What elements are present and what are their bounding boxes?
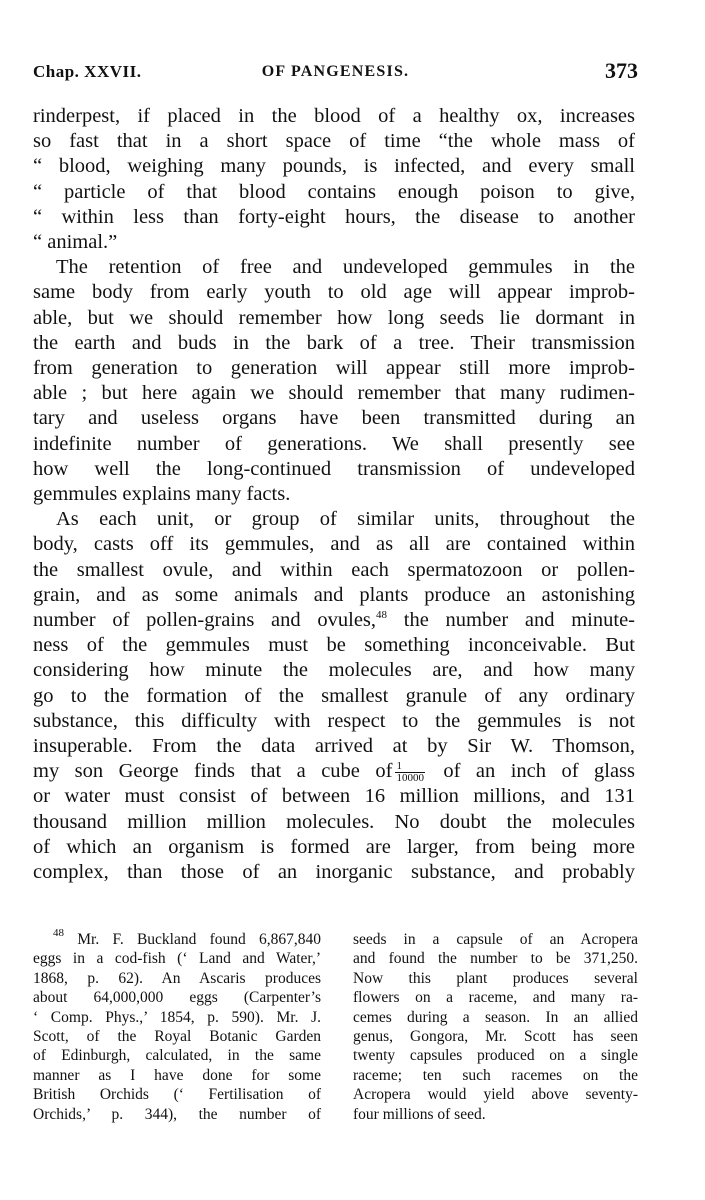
footnote-line: raceme; ten such racemes on the [353, 1066, 638, 1084]
text-line: same body from early youth to old age will appear improb- [33, 281, 635, 304]
main-text [33, 104, 635, 885]
text-segment: Mr. F. Buckland found 6,867,840 [64, 931, 321, 948]
page-number: 373 [605, 58, 638, 83]
footnote-line: four millions of seed. [353, 1105, 486, 1123]
running-title: OF PANGENESIS. [261, 63, 410, 80]
footnote-line: British Orchids (‘ Fertilisation of [33, 1086, 321, 1104]
text-line-with-fraction [33, 759, 635, 784]
text-line: the smallest ovule, and within each spermatozoon or pollen- [33, 558, 635, 581]
text-line: considering how minute the molecules are, and how many [33, 659, 635, 682]
footnote-line: eggs in a cod-fish (‘ Land and Water,’ [33, 950, 321, 968]
footnote-line: ‘ Comp. Phys.,’ 1854, p. 590). Mr. J. [33, 1008, 321, 1026]
footnote-line: and found the number to be 371,250. [353, 950, 638, 968]
text-line: indefinite number of generations. We shall presently see [33, 432, 635, 455]
fraction-numerator: 1 [395, 761, 425, 773]
text-line: complex, than those of an inorganic substance, and probably [33, 861, 635, 884]
text-segment: my son George finds that a cube of [33, 760, 393, 783]
text-line: from generation to generation will appear still more improb- [33, 357, 635, 380]
footnote-line: cemes during a season. In an allied [353, 1008, 638, 1026]
text-segment: of an inch of glass [427, 760, 636, 783]
text-line: The retention of free and undeveloped gemmules in the [56, 256, 635, 279]
text-line: gemmules explains many facts. [33, 483, 291, 506]
footnote-line: about 64,000,000 eggs (Carpenter’s [33, 989, 321, 1007]
fraction [395, 761, 425, 784]
footnote-line: seeds in a capsule of an Acropera [353, 931, 638, 948]
text-line: go to the formation of the smallest granule of any ordinary [33, 684, 635, 707]
text-line: thousand million million molecules. No doubt the molecules [33, 810, 635, 833]
text-line: “ particle of that blood contains enough poison to give, [33, 180, 635, 203]
footnote-line: genus, Gongora, Mr. Scott has seen [353, 1028, 638, 1046]
chapter-label: Chap. XXVII. [33, 62, 142, 81]
footnote-line: Acropera would yield above seventy- [353, 1086, 638, 1104]
text-line: “ animal.” [33, 231, 118, 254]
footnote-column-right [353, 930, 638, 1124]
footnote-line: Scott, of the Royal Botanic Garden [33, 1028, 321, 1046]
text-line: substance, this difficulty with respect to the gemmules is not [33, 709, 635, 732]
text-line: insuperable. From the data arrived at by Sir W. Thomson, [33, 735, 635, 758]
text-line: the earth and buds in the bark of a tree. Their transmission [33, 331, 635, 354]
text-line: how well the long-continued transmission of undeveloped [33, 457, 635, 480]
text-line: As each unit, or group of similar units, throughout the [56, 508, 635, 531]
text-line: or water must consist of between 16 million millions, and 131 [33, 785, 635, 808]
text-line: “ blood, weighing many pounds, is infected, and every small [33, 155, 635, 178]
footnote-line: Now this plant produces several [353, 969, 638, 987]
text-line: able, but we should remember how long seeds lie dormant in [33, 306, 635, 329]
text-line-with-footnote-ref [33, 608, 635, 633]
footnote-line: 1868, p. 62). An Ascaris produces [33, 969, 321, 987]
text-line: able ; but here again we should remember that many rudimen- [33, 382, 635, 405]
text-line: rinderpest, if placed in the blood of a healthy ox, increases [33, 105, 635, 127]
text-line: so fast that in a short space of time “the whole mass of [33, 130, 635, 153]
footnote-line: manner as I have done for some [33, 1066, 321, 1084]
footnote-reference: 48 [376, 609, 388, 622]
text-line: grain, and as some animals and plants produce an astonishing [33, 583, 635, 606]
text-line: “ within less than forty-eight hours, the disease to another [33, 205, 635, 228]
text-line: tary and useless organs have been transmitted during an [33, 407, 635, 430]
footnote-column-left [33, 927, 321, 1124]
footnote-line: of Edinburgh, calculated, in the same [33, 1047, 321, 1065]
footnote-line: twenty capsules produced on a single [353, 1047, 638, 1065]
footnote-marker: 48 [53, 927, 64, 939]
text-segment: number of pollen-grains and ovules, [33, 609, 377, 632]
text-segment: the number and minute- [387, 609, 636, 632]
footnote-line: Orchids,’ p. 344), the number of [33, 1105, 321, 1123]
fraction-denominator: 10000 [396, 772, 424, 785]
footnote-line: flowers on a raceme, and many ra- [353, 989, 638, 1007]
running-header [33, 58, 638, 86]
text-line: of which an organism is formed are larger, from being more [33, 835, 635, 858]
text-line: ness of the gemmules must be something inconceivable. But [33, 634, 635, 657]
text-line: body, casts off its gemmules, and as all are contained within [33, 533, 635, 556]
footnote-line [33, 927, 321, 949]
